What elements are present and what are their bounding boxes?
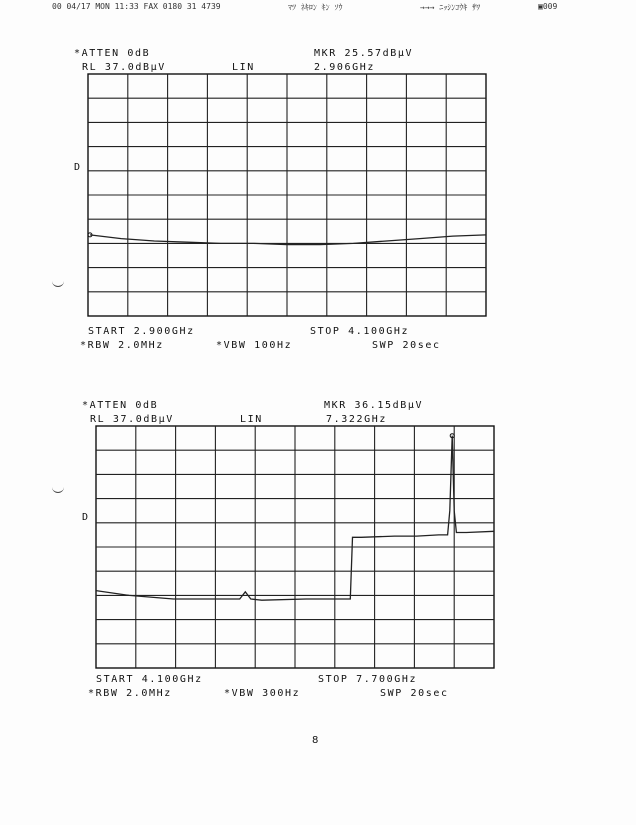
page-number: 8 <box>312 735 319 746</box>
ref-level: RL 37.0dBμV <box>90 414 174 425</box>
fax-datetime: 00 04/17 MON 11:33 FAX 0180 31 4739 <box>52 2 221 11</box>
atten-label: *ATTEN 0dB <box>74 48 151 59</box>
marker-freq: 7.322GHz <box>326 414 387 425</box>
marker-level: MKR 36.15dBμV <box>324 400 424 411</box>
vbw-label: *VBW 100Hz <box>216 340 293 351</box>
stop-freq: STOP 7.700GHz <box>318 674 418 685</box>
fax-sender: ﾏﾂ ﾈｷﾛﾝ ｷﾝ ｿｳ <box>288 3 343 12</box>
fax-recipient: →→→ ﾆｯｼﾝｺｳｷ ｻﾜ <box>420 3 481 12</box>
rbw-label: *RBW 2.0MHz <box>80 340 164 351</box>
stop-freq: STOP 4.100GHz <box>310 326 410 337</box>
atten-label: *ATTEN 0dB <box>82 400 159 411</box>
marker-freq: 2.906GHz <box>314 62 375 73</box>
marker-level: MKR 25.57dBμV <box>314 48 414 59</box>
plot-area <box>88 74 486 316</box>
fax-header <box>0 2 636 16</box>
ref-level: RL 37.0dBμV <box>82 62 166 73</box>
sweep-label: SWP 20sec <box>372 340 441 351</box>
start-freq: START 4.100GHz <box>96 674 203 685</box>
side-label: D <box>74 162 81 173</box>
rbw-label: *RBW 2.0MHz <box>88 688 172 699</box>
vbw-label: *VBW 300Hz <box>224 688 301 699</box>
scale-label: LIN <box>240 414 263 425</box>
side-label: D <box>82 512 89 523</box>
margin-mark <box>52 486 64 493</box>
fax-page: ▣009 <box>538 2 558 11</box>
sweep-label: SWP 20sec <box>380 688 449 699</box>
scale-label: LIN <box>232 62 255 73</box>
plot-area <box>96 426 494 668</box>
margin-mark <box>52 280 64 287</box>
start-freq: START 2.900GHz <box>88 326 195 337</box>
